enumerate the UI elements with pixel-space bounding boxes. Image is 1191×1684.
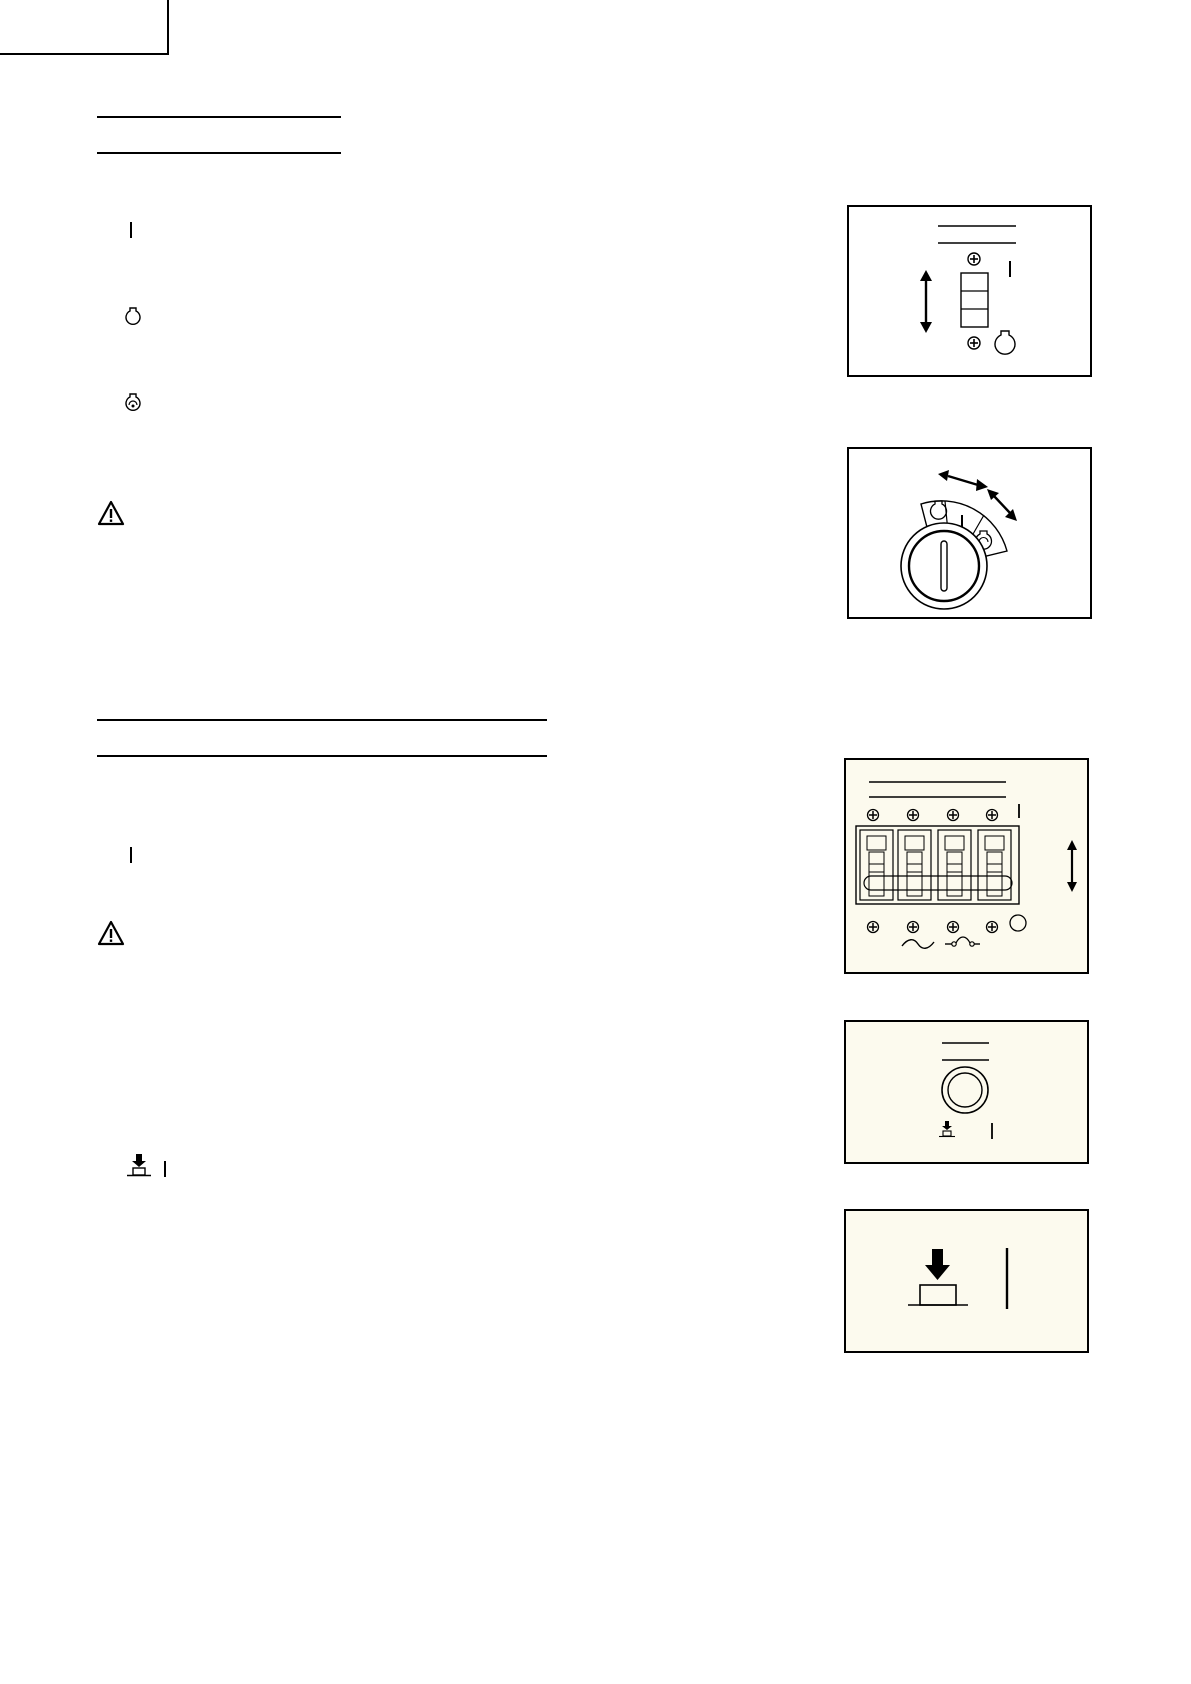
on-bar-icon (162, 1160, 168, 1178)
reset-button (942, 1067, 988, 1113)
figure-engine-switch-panel (847, 205, 1092, 377)
ac-wave-icon (902, 940, 934, 949)
dial-knob (901, 523, 987, 609)
section1-heading-rule-top (97, 116, 341, 118)
figure-reset-button-panel (844, 1020, 1089, 1164)
warning-triangle-icon (97, 500, 125, 526)
rocker-switch (961, 273, 988, 327)
on-bar-icon (128, 221, 134, 239)
figure-engine-dial-switch (847, 447, 1092, 619)
screw-icon (868, 922, 879, 933)
screw-icon (908, 810, 919, 821)
reset-button-icon (908, 1249, 968, 1305)
screw-icon (968, 337, 980, 349)
engine-off-icon (931, 501, 947, 519)
screw-icon (868, 810, 879, 821)
screw-icon (948, 922, 959, 933)
screw-icon (948, 810, 959, 821)
section2-heading-rule-bottom (97, 755, 547, 757)
reset-button-icon (939, 1121, 955, 1137)
reset-button-icon (126, 1153, 152, 1177)
engine-choke-icon (124, 392, 142, 414)
screw-icon (987, 810, 998, 821)
double-arrow-icon (938, 470, 988, 491)
fuse-icon (945, 937, 980, 946)
screw-icon (908, 922, 919, 933)
on-bar-icon (128, 846, 134, 864)
section1-heading-rule-bottom (97, 152, 341, 154)
section2-heading-rule-top (97, 719, 547, 721)
double-arrow-icon (987, 489, 1017, 521)
double-arrow-icon (1067, 840, 1077, 892)
figure-reset-symbol-enlarged (844, 1209, 1089, 1353)
double-arrow-icon (920, 270, 932, 333)
screw-icon (968, 253, 980, 265)
figure-circuit-breaker-panel (844, 758, 1089, 974)
screw-icon (987, 922, 998, 933)
engine-off-icon (995, 331, 1015, 354)
warning-triangle-icon (97, 920, 125, 946)
indicator-lamp (1010, 915, 1026, 931)
engine-off-icon (124, 306, 142, 328)
page-corner-tab (0, 0, 169, 55)
